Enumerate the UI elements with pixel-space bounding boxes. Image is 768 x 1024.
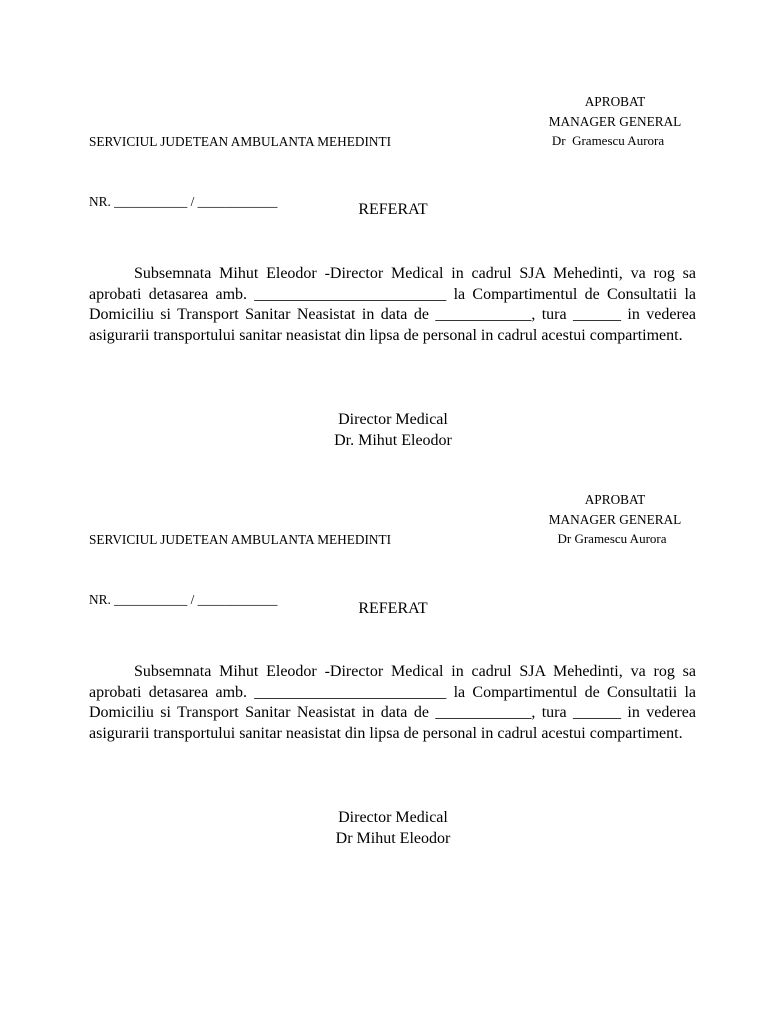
registration-number: NR. ___________ / ____________ [89,592,278,607]
institution-header [89,490,391,650]
signature-name: Dr. Mihut Eleodor [334,432,452,449]
approval-block [520,490,710,547]
registration-number: NR. ___________ / ____________ [89,194,278,209]
approval-status: APROBAT [584,492,646,507]
approval-status: APROBAT [584,94,646,109]
institution-name: SERVICIUL JUDETEAN AMBULANTA MEHEDINTI [89,134,392,149]
signature-block [0,807,768,849]
institution-name: SERVICIUL JUDETEAN AMBULANTA MEHEDINTI [89,532,392,547]
signature-block [0,409,768,451]
approval-block [520,92,710,149]
signature-role: Director Medical [338,809,448,826]
approval-role: MANAGER GENERAL [548,114,682,129]
request-body: Subsemnata Mihut Eleodor -Director Medical in cadrul SJA Mehedinti, va rog sa aprobati detasarea amb. ________________________ la Compartimentul de Consultatii la Domiciliu si Transport Sanitar Neasistat in data de ____________, tura ______ in vederea asigurarii transportului sanitar neasistat din lipsa de personal in cadrul acestui compartiment. [89,265,696,344]
document-title: REFERAT [358,201,428,218]
approval-name: Dr Gramescu Aurora [557,531,667,546]
signature-name: Dr Mihut Eleodor [335,830,451,847]
institution-header [89,92,391,252]
approval-role: MANAGER GENERAL [548,512,682,527]
approval-name: Dr Gramescu Aurora [551,133,665,148]
request-body: Subsemnata Mihut Eleodor -Director Medical in cadrul SJA Mehedinti, va rog sa aprobati detasarea amb. ________________________ la Compartimentul de Consultatii la Domiciliu si Transport Sanitar Neasistat in data de ____________, tura ______ in vederea asigurarii transportului sanitar neasistat din lipsa de personal in cadrul acestui compartiment. [89,663,696,742]
signature-role: Director Medical [338,411,448,428]
document-title: REFERAT [358,600,428,617]
